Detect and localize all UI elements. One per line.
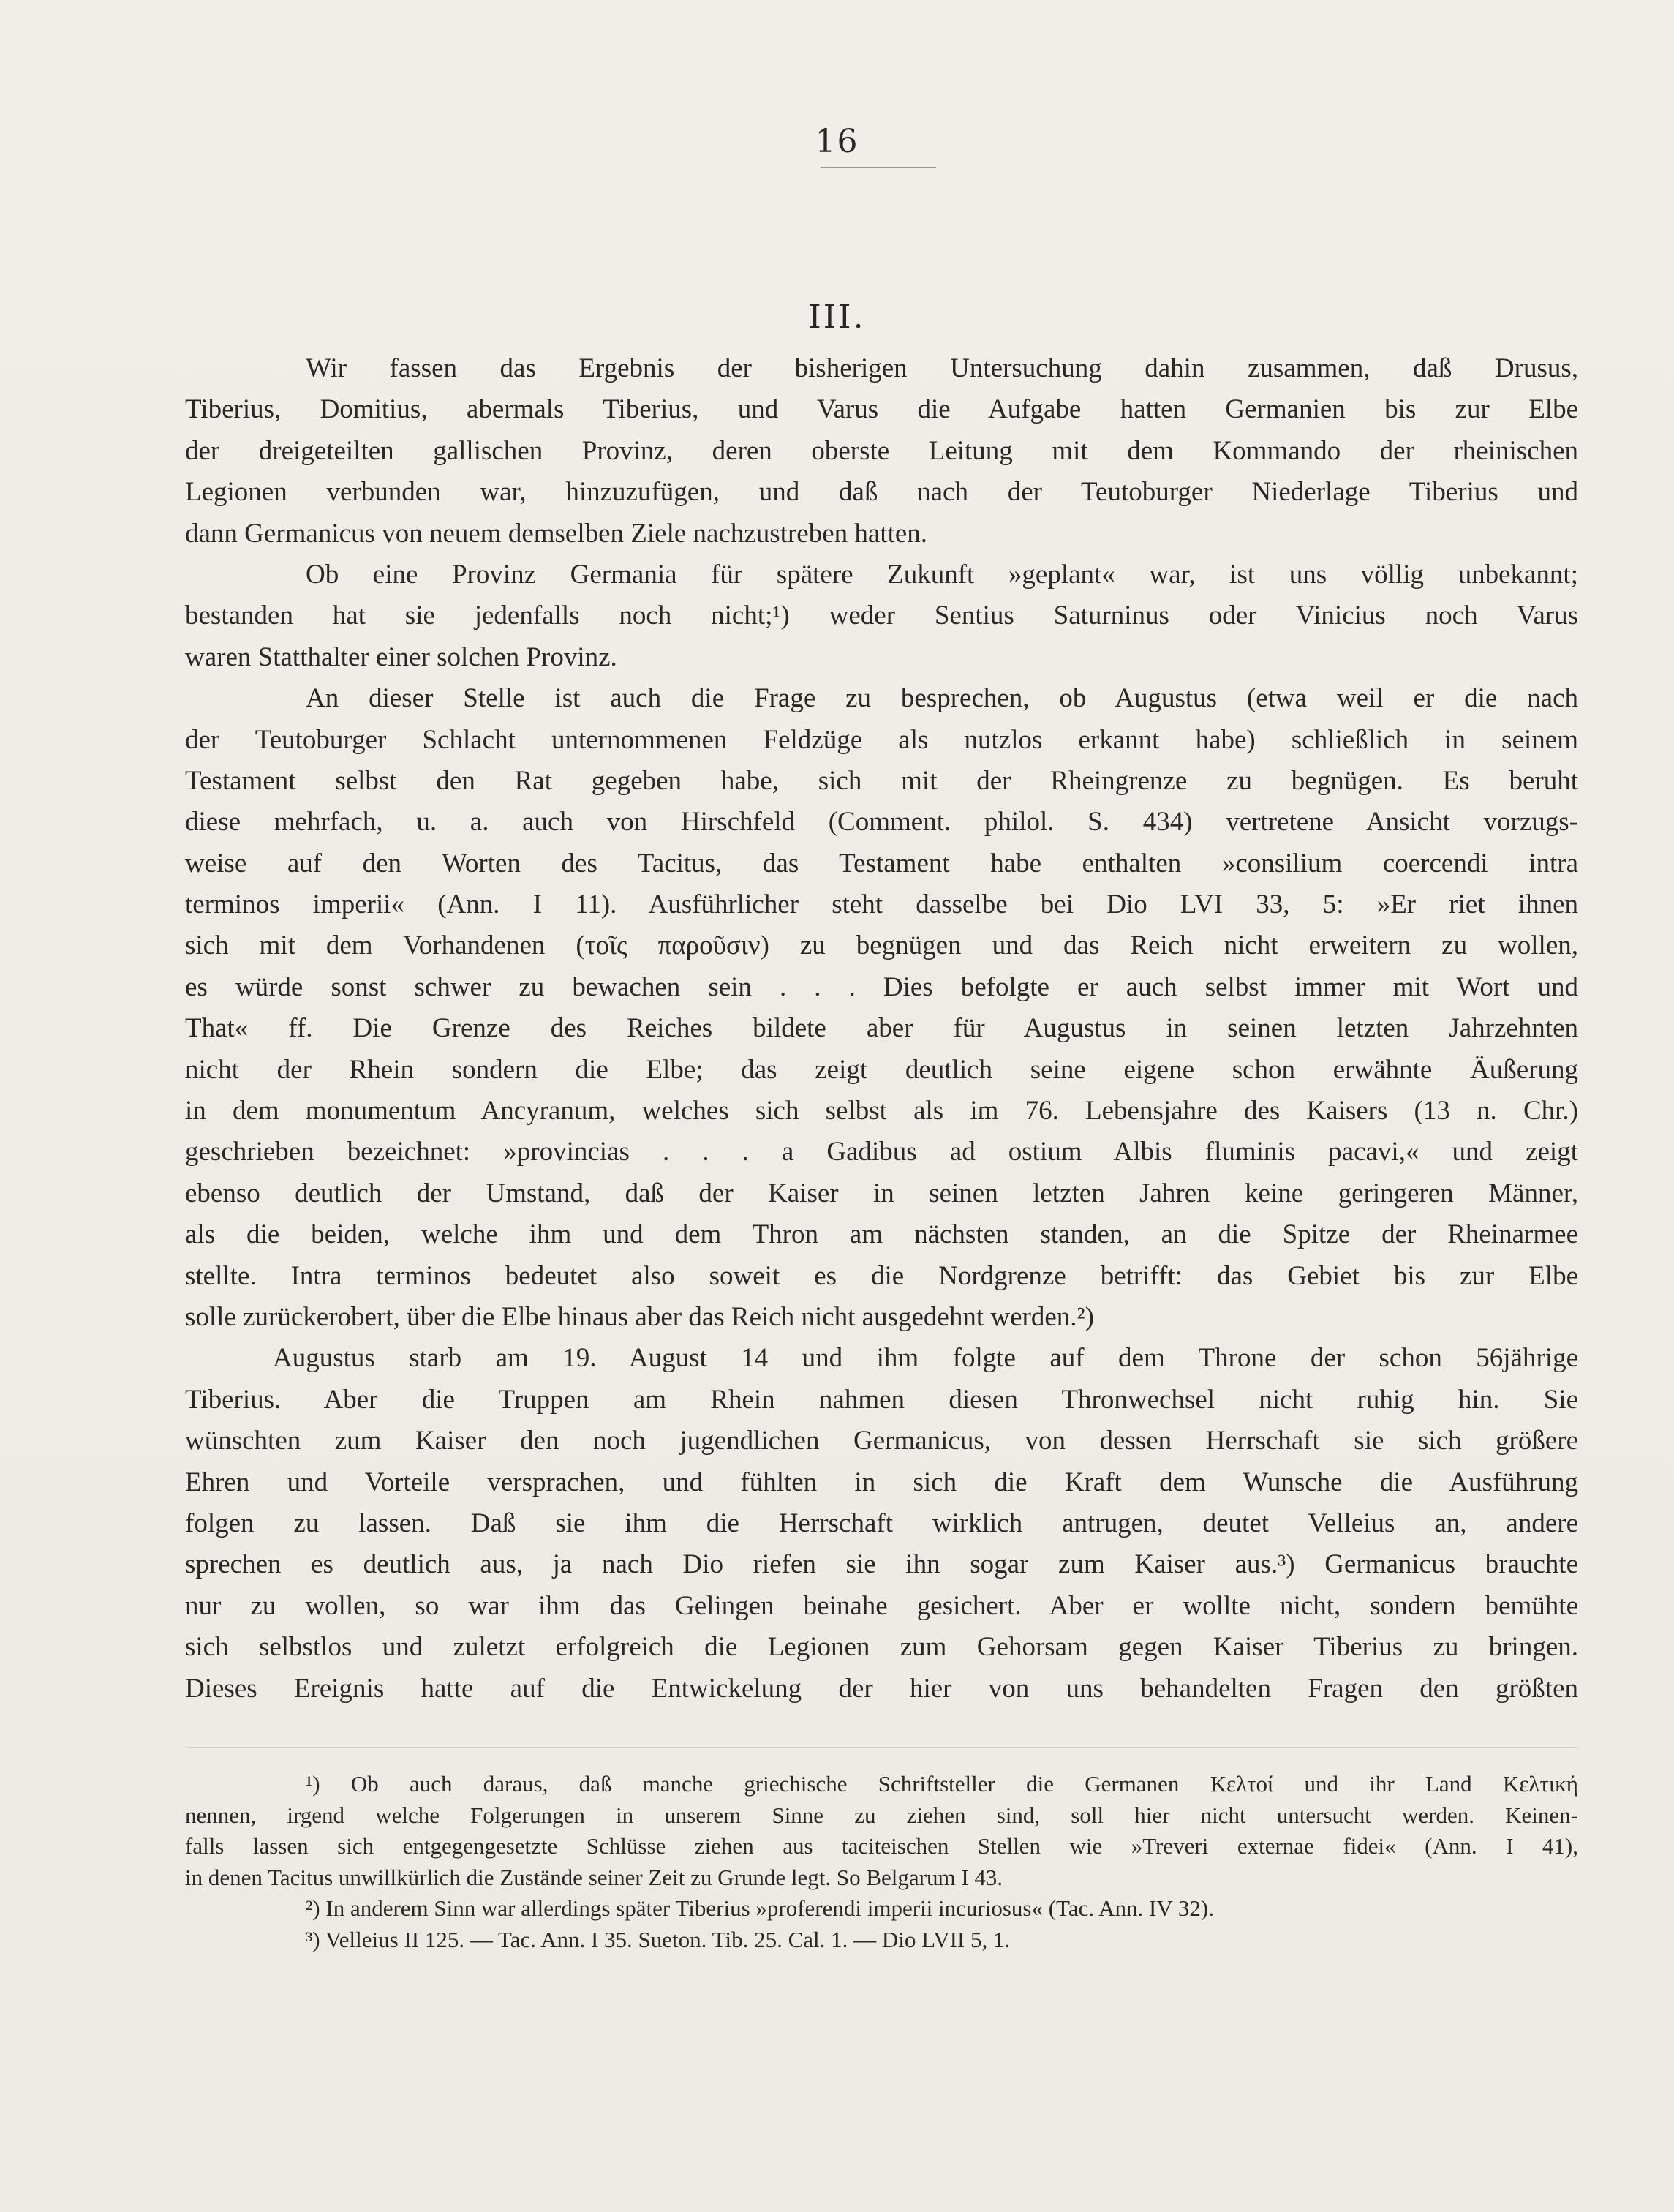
body-line: es würde sonst schwer zu bewachen sein . . . Dies befolgte er auch selbst immer mit Wort und bbox=[185, 971, 1578, 1002]
body-line: solle zurückerobert, über die Elbe hinaus aber das Reich nicht ausgedehnt werden.²) bbox=[185, 1301, 1094, 1332]
body-line: folgen zu lassen. Daß sie ihm die Herrschaft wirklich antrugen, deutet Velleius an, andere bbox=[185, 1508, 1578, 1538]
footnote-line: falls lassen sich entgegengesetzte Schlüsse ziehen aus taciteischen Stellen wie »Treveri externae fidei« (Ann. I 41), bbox=[185, 1833, 1578, 1859]
body-line: geschrieben bezeichnet: »provincias . . . a Gadibus ad ostium Albis fluminis pacavi,« und zeigt bbox=[185, 1137, 1578, 1167]
footnote-line: in denen Tacitus unwillkürlich die Zustände seiner Zeit zu Grunde legt. So Belgarum I 43. bbox=[185, 1864, 1003, 1890]
body-line: sich mit dem Vorhandenen (τοῖς παροῦσιν) zu begnügen und das Reich nicht erweitern zu wollen, bbox=[185, 930, 1578, 961]
body-line: nicht der Rhein sondern die Elbe; das zeigt deutlich seine eigene schon erwähnte Äußerung bbox=[185, 1054, 1578, 1085]
body-line: bestanden hat sie jedenfalls noch nicht;¹) weder Sentius Saturninus oder Vinicius noch Varus bbox=[185, 601, 1578, 631]
body-line: dann Germanicus von neuem demselben Ziele nachzustreben hatten. bbox=[185, 518, 928, 549]
footnote-line: ²) In anderem Sinn war allerdings später Tiberius »proferendi imperii incuriosus« (Tac. Ann. IV 32). bbox=[306, 1895, 1214, 1921]
body-line: waren Statthalter einer solchen Provinz. bbox=[185, 642, 617, 672]
body-line: Tiberius, Domitius, abermals Tiberius, und Varus die Aufgabe hatten Germanien bis zur Elbe bbox=[185, 394, 1578, 425]
body-line: An dieser Stelle ist auch die Frage zu besprechen, ob Augustus (etwa weil er die nach bbox=[306, 683, 1578, 714]
body-line: Dieses Ereignis hatte auf die Entwickelung der hier von uns behandelten Fragen den größten bbox=[185, 1673, 1578, 1704]
body-line: der dreigeteilten gallischen Provinz, deren oberste Leitung mit dem Kommando der rheinischen bbox=[185, 435, 1578, 466]
footnote-separator bbox=[185, 1747, 1578, 1748]
body-line: in dem monumentum Ancyranum, welches sich selbst als im 76. Lebensjahre des Kaisers (13 n. Chr.) bbox=[185, 1096, 1578, 1126]
body-text bbox=[185, 348, 1578, 1709]
section-heading: III. bbox=[808, 298, 866, 336]
body-line: ebenso deutlich der Umstand, daß der Kaiser in seinen letzten Jahren keine geringeren Männer, bbox=[185, 1178, 1578, 1208]
body-line: terminos imperii« (Ann. I 11). Ausführlicher steht dasselbe bei Dio LVI 33, 5: »Er riet ihnen bbox=[185, 889, 1578, 920]
page-number-rule bbox=[821, 167, 936, 168]
body-line: Testament selbst den Rat gegeben habe, sich mit der Rheingrenze zu begnügen. Es beruht bbox=[185, 765, 1578, 796]
footnote-line: ³) Velleius II 125. — Tac. Ann. I 35. Sueton. Tib. 25. Cal. 1. — Dio LVII 5, 1. bbox=[306, 1926, 1011, 1952]
body-line: Wir fassen das Ergebnis der bisherigen Untersuchung dahin zusammen, daß Drusus, bbox=[306, 353, 1578, 383]
body-line: als die beiden, welche ihm und dem Thron am nächsten standen, an die Spitze der Rheinarmee bbox=[185, 1219, 1578, 1250]
footnote-line: nennen, irgend welche Folgerungen in unserem Sinne zu ziehen sind, soll hier nicht untersucht werden. Keinen- bbox=[185, 1802, 1578, 1828]
body-line: wünschten zum Kaiser den noch jugendlichen Germanicus, von dessen Herrschaft sie sich größere bbox=[185, 1426, 1578, 1456]
footnotes bbox=[185, 1769, 1578, 1955]
body-line: weise auf den Worten des Tacitus, das Testament habe enthalten »consilium coercendi intra bbox=[185, 848, 1578, 879]
body-line: Tiberius. Aber die Truppen am Rhein nahmen diesen Thronwechsel nicht ruhig hin. Sie bbox=[185, 1384, 1578, 1415]
body-line: diese mehrfach, u. a. auch von Hirschfeld (Comment. philol. S. 434) vertretene Ansicht vorzugs- bbox=[185, 807, 1578, 838]
body-line: Ehren und Vorteile versprachen, und fühlten in sich die Kraft dem Wunsche die Ausführung bbox=[185, 1467, 1578, 1497]
body-line: sprechen es deutlich aus, ja nach Dio riefen sie ihn sogar zum Kaiser aus.³) Germanicus brauchte bbox=[185, 1549, 1578, 1580]
body-line: That« ff. Die Grenze des Reiches bildete aber für Augustus in seinen letzten Jahrzehnten bbox=[185, 1013, 1578, 1044]
body-line: nur zu wollen, so war ihm das Gelingen beinahe gesichert. Aber er wollte nicht, sondern bemühte bbox=[185, 1590, 1578, 1621]
body-line: Ob eine Provinz Germania für spätere Zukunft »geplant« war, ist uns völlig unbekannt; bbox=[306, 559, 1578, 590]
page-number: 16 bbox=[815, 123, 859, 160]
body-line: sich selbstlos und zuletzt erfolgreich die Legionen zum Gehorsam gegen Kaiser Tiberius zu bringen. bbox=[185, 1632, 1578, 1663]
footnote-line: ¹) Ob auch daraus, daß manche griechische Schriftsteller die Germanen Κελτοί und ihr Land Κελτική bbox=[306, 1771, 1578, 1797]
body-line: Augustus starb am 19. August 14 und ihm folgte auf dem Throne der schon 56jährige bbox=[273, 1343, 1578, 1374]
body-line: stellte. Intra terminos bedeutet also soweit es die Nordgrenze betrifft: das Gebiet bis zur Elbe bbox=[185, 1260, 1578, 1291]
body-line: der Teutoburger Schlacht unternommenen Feldzüge als nutzlos erkannt habe) schließlich in seinem bbox=[185, 724, 1578, 755]
body-line: Legionen verbunden war, hinzuzufügen, und daß nach der Teutoburger Niederlage Tiberius und bbox=[185, 477, 1578, 508]
